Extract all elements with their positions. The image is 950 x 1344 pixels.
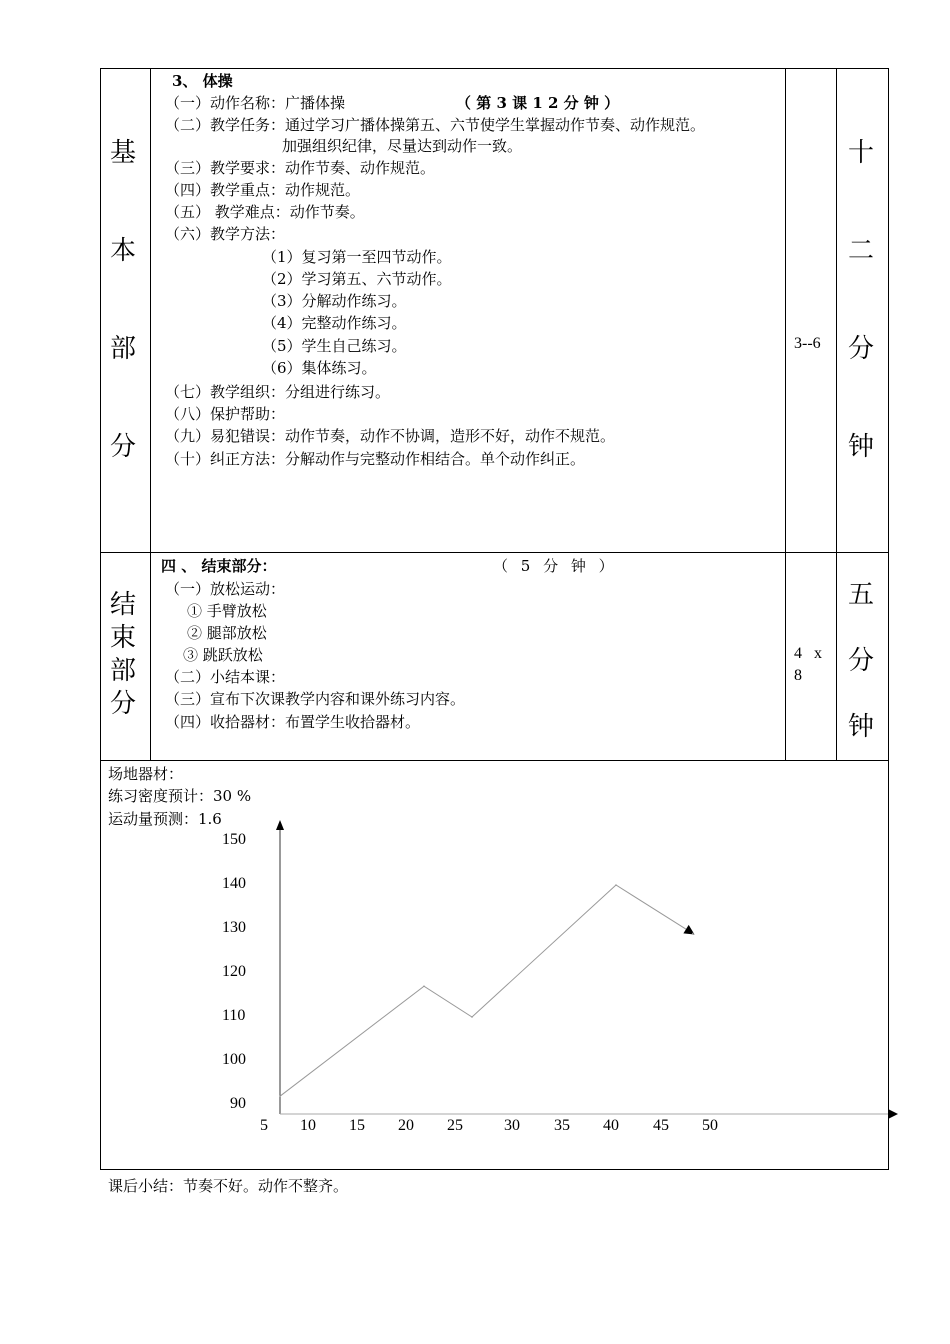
content-line: 加强组织纪律，尽量达到动作一致。	[282, 137, 523, 155]
content-line: （一）放松运动：	[165, 580, 286, 598]
x-tick-label: 45	[653, 1117, 669, 1134]
content-line: （五） 教学难点：动作节奏。	[165, 203, 365, 221]
ending-reps: 4 x	[794, 645, 822, 662]
content-line: ③ 跳跃放松	[183, 646, 263, 664]
ending-time-char: 五	[848, 580, 875, 610]
basic-time-char: 钟	[848, 432, 875, 462]
series-point	[615, 884, 617, 886]
basic-side-char: 分	[110, 432, 137, 462]
basic-side-char: 基	[110, 138, 137, 168]
content-line: ② 腿部放松	[187, 624, 267, 642]
y-tick-label: 110	[222, 1007, 246, 1024]
x-tick-label: 35	[554, 1117, 570, 1134]
section-title: 3、 体操	[172, 72, 233, 90]
ending-side-char: 结	[110, 590, 137, 620]
x-axis-arrow	[888, 1109, 898, 1119]
ending-time-char: 钟	[848, 712, 875, 742]
series-point	[471, 1016, 473, 1018]
time-tag: （ 5 分 钟 ）	[493, 557, 614, 575]
content-line: （四）教学重点：动作规范。	[165, 181, 361, 199]
lesson-tag: （ 第 3 课 1 2 分 钟 ）	[456, 94, 620, 112]
load-label: 运动量预测：1.6	[108, 810, 222, 828]
x-tick-label: 5	[260, 1117, 268, 1134]
ending-side-char: 部	[110, 656, 137, 686]
section-title: 四 、 结束部分：	[161, 557, 277, 575]
row-divider-1	[100, 552, 889, 553]
basic-side-char: 本	[110, 236, 137, 266]
y-tick-label: 150	[222, 831, 246, 848]
content-line: ① 手臂放松	[187, 602, 267, 620]
basic-time-char: 十	[848, 138, 875, 168]
ending-reps: 8	[794, 667, 802, 684]
ending-side-char: 分	[110, 689, 137, 719]
basic-time-char: 二	[848, 236, 875, 266]
x-tick-label: 25	[447, 1117, 463, 1134]
method-item: （4）完整动作练习。	[262, 314, 407, 332]
content-line: （十）纠正方法：分解动作与完整动作相结合。单个动作纠正。	[165, 450, 586, 468]
method-item: （6）集体练习。	[262, 359, 377, 377]
method-item: （1）复习第一至四节动作。	[262, 248, 452, 266]
content-line: （九）易犯错误：动作节奏，动作不协调，造形不好，动作不规范。	[165, 427, 616, 445]
ending-time-char: 分	[848, 646, 875, 676]
series-point	[279, 1095, 281, 1097]
y-tick-label: 90	[230, 1095, 246, 1112]
x-tick-label: 40	[603, 1117, 619, 1134]
method-item: （3）分解动作练习。	[262, 292, 407, 310]
x-tick-label: 10	[300, 1117, 316, 1134]
content-line: （三）教学要求：动作节奏、动作规范。	[165, 159, 436, 177]
basic-time-char: 分	[848, 334, 875, 364]
content-line: （四）收拾器材：布置学生收拾器材。	[165, 713, 421, 731]
content-line: （二）小结本课：	[165, 668, 286, 686]
row-divider-2	[100, 760, 889, 761]
x-tick-label: 30	[504, 1117, 520, 1134]
table-top-border	[100, 68, 889, 69]
venue-label: 场地器材：	[108, 765, 184, 783]
col-divider-side	[150, 68, 151, 760]
content-line: （六）教学方法：	[165, 225, 286, 243]
content-line: （二）教学任务：通过学习广播体操第五、六节使学生掌握动作节奏、动作规范。	[165, 116, 706, 134]
content-line: （一）动作名称：广播体操	[165, 94, 346, 112]
lesson-summary: 课后小结：节奏不好。动作不整齐。	[108, 1177, 349, 1195]
y-tick-label: 130	[222, 919, 246, 936]
y-tick-label: 100	[222, 1051, 246, 1068]
x-tick-label: 50	[702, 1117, 718, 1134]
x-tick-label: 20	[398, 1117, 414, 1134]
ending-side-char: 束	[110, 623, 137, 653]
method-item: （2）学习第五、六节动作。	[262, 270, 452, 288]
series-line	[280, 885, 693, 1096]
method-item: （5）学生自己练习。	[262, 337, 407, 355]
y-tick-label: 140	[222, 875, 246, 892]
y-tick-label: 120	[222, 963, 246, 980]
col-divider-reps	[836, 68, 837, 760]
series-end-arrow	[683, 925, 694, 935]
basic-side-char: 部	[110, 334, 137, 364]
y-axis-arrow	[276, 820, 284, 830]
content-line: （七）教学组织：分组进行练习。	[165, 383, 391, 401]
table-bottom-border	[100, 1169, 889, 1170]
table-left-border	[100, 68, 101, 1170]
table-right-border	[888, 68, 889, 1170]
col-divider-content	[785, 68, 786, 760]
series-point	[423, 985, 425, 987]
density-label: 练习密度预计：30 %	[108, 787, 252, 805]
content-line: （三）宣布下次课教学内容和课外练习内容。	[165, 690, 466, 708]
x-tick-label: 15	[349, 1117, 365, 1134]
content-line: （八）保护帮助：	[165, 405, 286, 423]
basic-reps: 3--6	[794, 335, 821, 352]
series-point	[692, 933, 694, 935]
